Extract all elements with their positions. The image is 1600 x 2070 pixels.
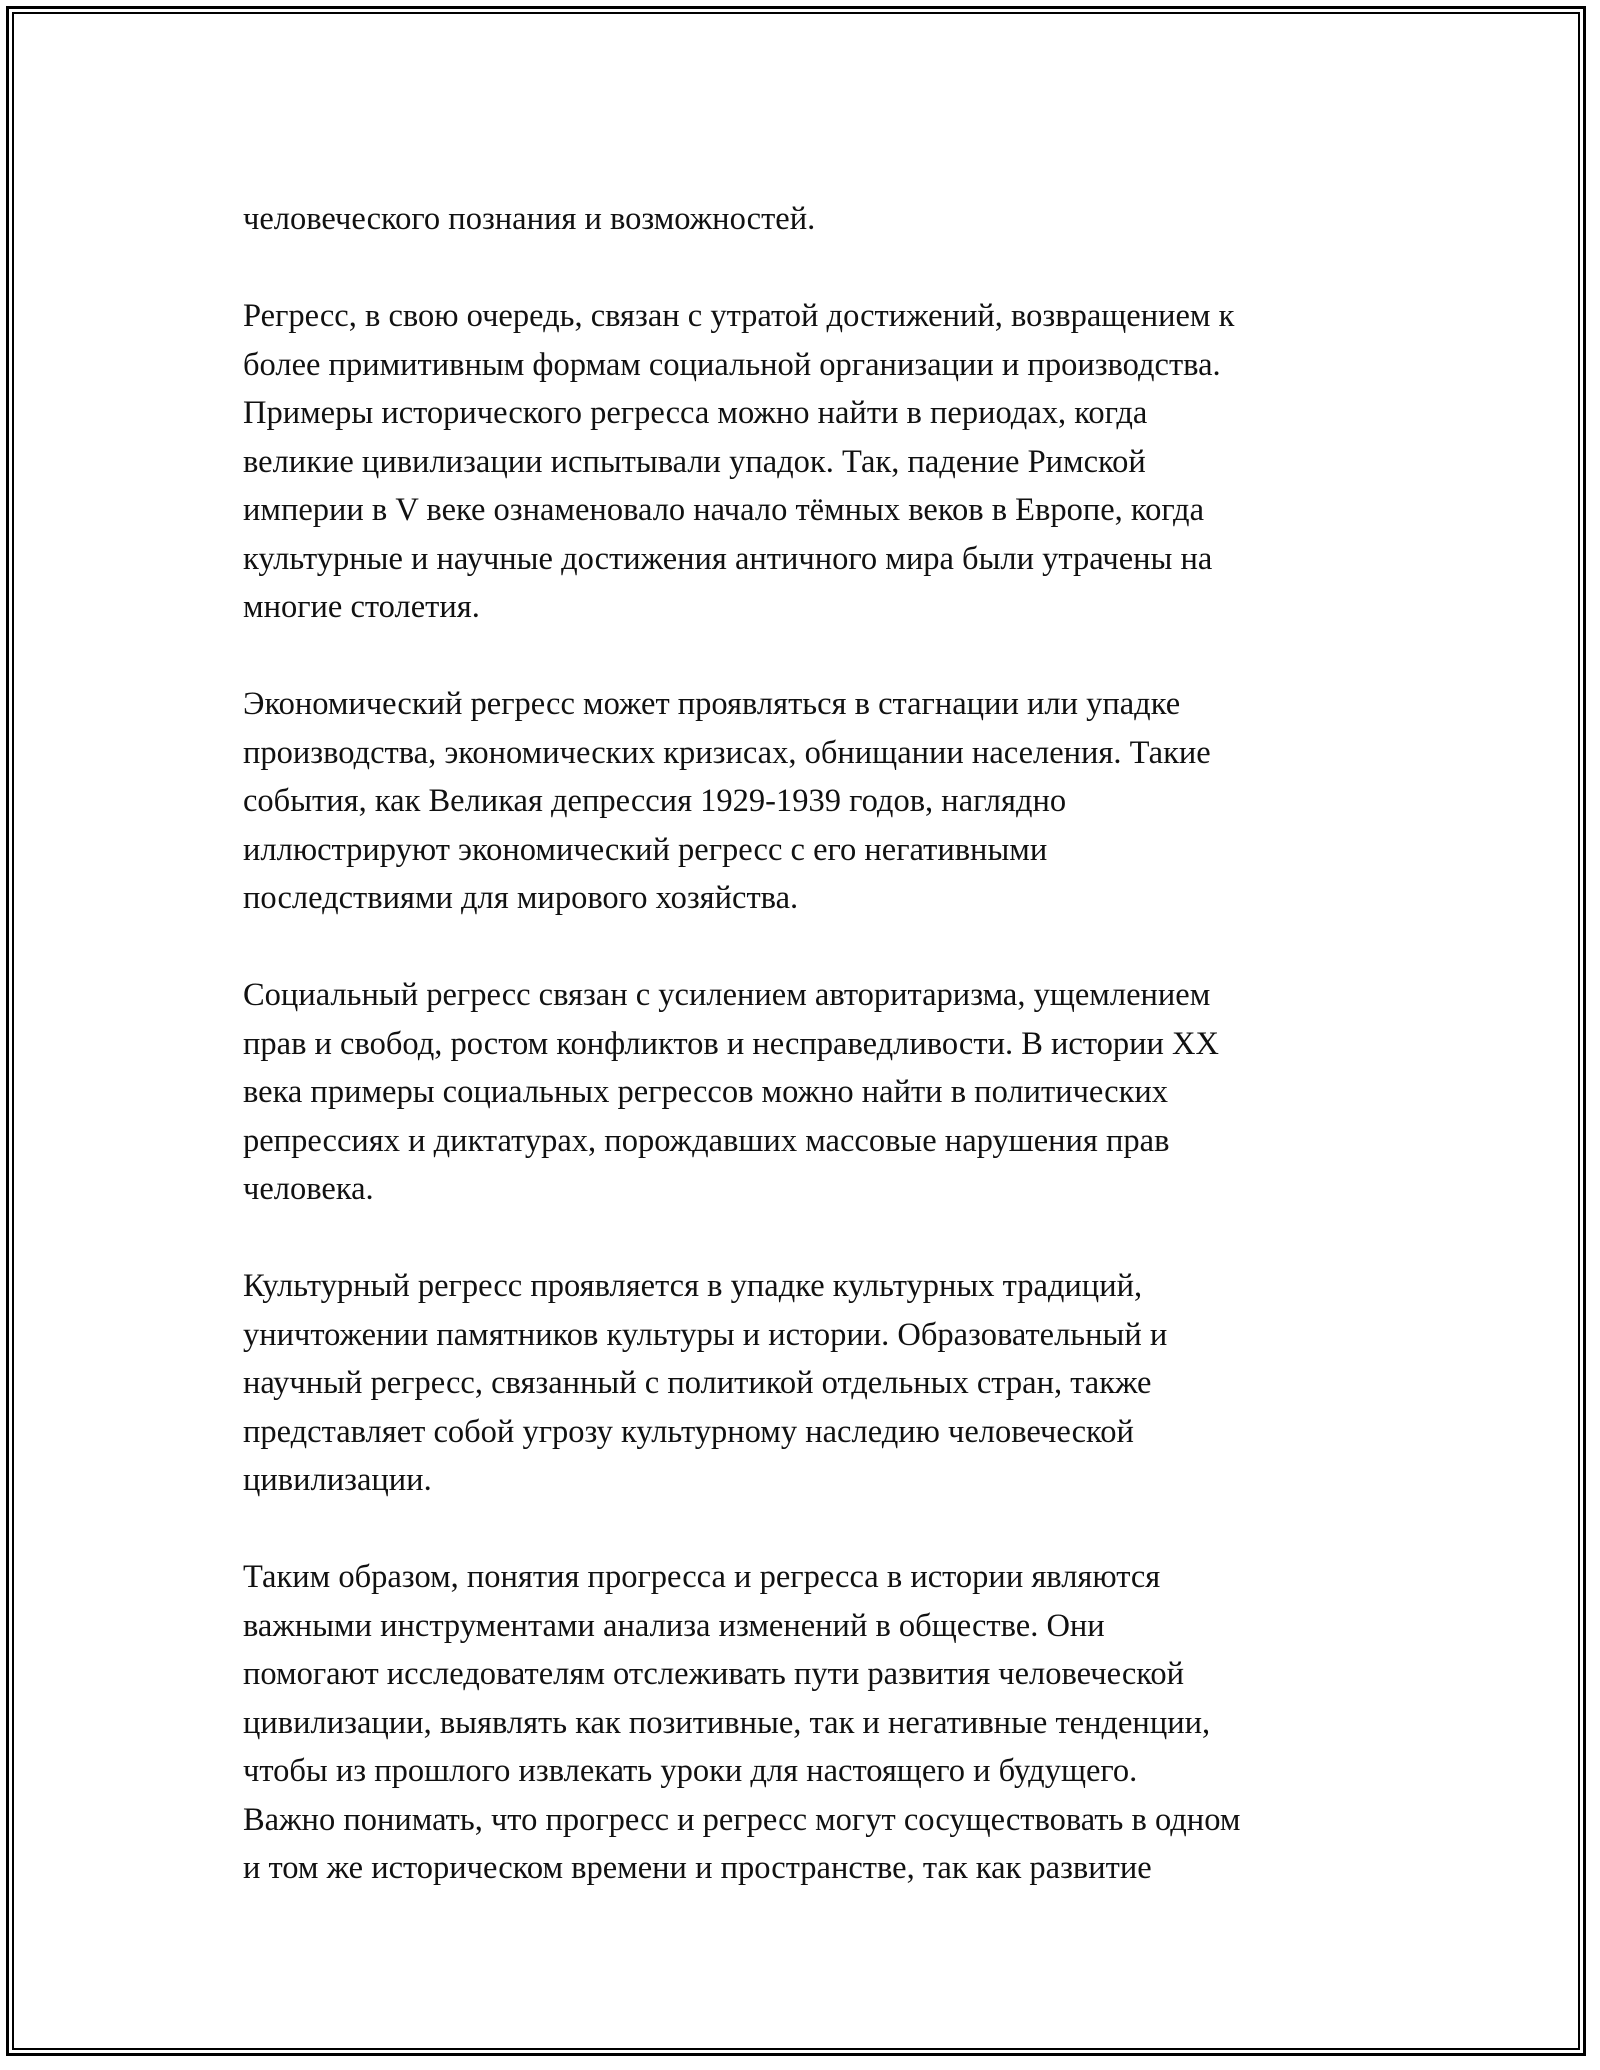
paragraph-1 (243, 195, 1393, 244)
text-line: последствиями для мирового хозяйства. (243, 880, 799, 916)
paragraph-6 (243, 1553, 1393, 1893)
paragraph-spacer (243, 632, 1393, 681)
text-line: Экономический регресс может проявляться в стагнации или упадке (243, 686, 1181, 722)
text-line: человеческого познания и возможностей. (243, 201, 816, 237)
document-body (243, 195, 1393, 1893)
text-line: Социальный регресс связан с усилением авторитаризма, ущемлением (243, 977, 1211, 1013)
paragraph-spacer (243, 923, 1393, 972)
text-line: чтобы из прошлого извлекать уроки для настоящего и будущего. (243, 1753, 1138, 1789)
text-line: события, как Великая депрессия 1929-1939 годов, наглядно (243, 783, 1067, 819)
text-line: культурные и научные достижения античного мира были утрачены на (243, 540, 1213, 577)
text-line: Важно понимать, что прогресс и регресс могут сосуществовать в одном (243, 1801, 1241, 1838)
text-line: важными инструментами анализа изменений в обществе. Они (243, 1607, 1105, 1644)
document-page (6, 6, 1586, 2056)
text-line: уничтожении памятников культуры и истории. Образовательный и (243, 1316, 1168, 1353)
text-line: века примеры социальных регрессов можно найти в политических (243, 1074, 1169, 1110)
text-line: научный регресс, связанный с политикой отдельных стран, также (243, 1365, 1152, 1401)
text-line: и том же историческом времени и пространстве, так как развитие (243, 1850, 1152, 1886)
paragraph-2 (243, 292, 1393, 632)
text-line: Регресс, в свою очередь, связан с утратой достижений, возвращением к (243, 298, 1235, 334)
text-line: цивилизации. (243, 1462, 432, 1498)
paragraph-spacer (243, 244, 1393, 293)
text-line: более примитивным формам социальной организации и производства. (243, 346, 1221, 383)
text-line: репрессиях и диктатурах, порождавших массовые нарушения прав (243, 1122, 1170, 1159)
text-line: представляет собой угрозу культурному наследию человеческой (243, 1413, 1134, 1450)
paragraph-3 (243, 680, 1393, 923)
text-line: империи в V веке ознаменовало начало тёмных веков в Европе, когда (243, 492, 1204, 528)
text-line: Таким образом, понятия прогресса и регресса в истории являются (243, 1559, 1161, 1595)
text-line: цивилизации, выявлять как позитивные, так и негативные тенденции, (243, 1704, 1211, 1741)
paragraph-spacer (243, 1214, 1393, 1263)
paragraph-4 (243, 971, 1393, 1214)
paragraph-5 (243, 1262, 1393, 1505)
text-line: помогают исследователям отслеживать пути развития человеческой (243, 1656, 1185, 1692)
text-line: многие столетия. (243, 589, 480, 625)
text-line: производства, экономических кризисах, обнищании населения. Такие (243, 734, 1211, 771)
text-line: Примеры исторического регресса можно найти в периодах, когда (243, 395, 1148, 431)
text-line: прав и свобод, ростом конфликтов и несправедливости. В истории XX (243, 1025, 1219, 1062)
text-line: Культурный регресс проявляется в упадке культурных традиций, (243, 1268, 1143, 1304)
paragraph-spacer (243, 1505, 1393, 1554)
text-line: великие цивилизации испытывали упадок. Так, падение Римской (243, 443, 1146, 480)
text-line: человека. (243, 1171, 374, 1207)
text-line: иллюстрируют экономический регресс с его негативными (243, 831, 1048, 868)
